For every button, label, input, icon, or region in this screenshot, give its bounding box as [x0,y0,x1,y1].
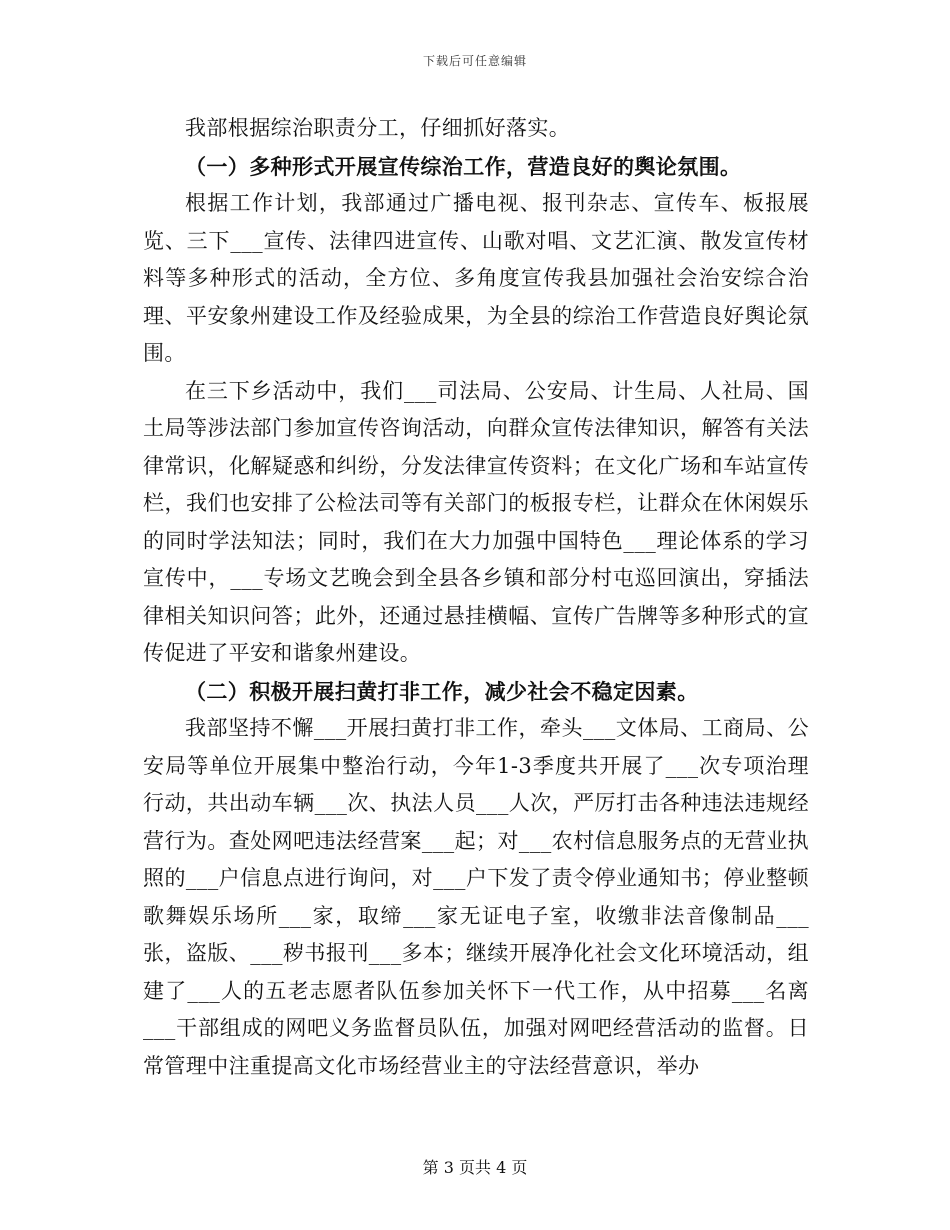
page-header: 下载后可任意编辑 [422,54,527,68]
paragraph-intro: 我部根据综治职责分工，仔细抓好落实。 [185,116,571,140]
section-heading-2: （二）积极开展扫黄打非工作，减少社会不稳定因素。 [185,678,699,704]
paragraph-three-rural: 在三下乡活动中，我们___司法局、公安局、计生局、人社局、国土局等涉法部门参加宣传咨询活动，向群众宣传法律知识，解答有关法律常识，化解疑惑和纠纷，分发法律宣传资料；在文化广场和车站宣传栏，我们也安排了公检法司等有关部门的板报专栏，让群众在休闲娱乐的同时学法知法；同时，我们在大力加强中国特色___理论体系的学习宣传中，___专场文艺晚会到全县各乡镇和部分村屯巡回演出，穿插法律相关知识问答；此外，还通过悬挂横幅、宣传广告牌等多种形式的宣传促进了平安和谐象州建设。 [143,378,809,665]
paragraph-publicity: 根据工作计划，我部通过广播电视、报刊杂志、宣传车、板报展览、三下___宣传、法律四进宣传、山歌对唱、文艺汇演、散发宣传材料等多种形式的活动，全方位、多角度宣传我县加强社会治安综合治理、平安象州建设工作及经验成果，为全县的综治工作营造良好舆论氛围。 [143,191,809,365]
section-heading-1: （一）多种形式开展宣传综治工作，营造良好的舆论氛围。 [185,153,742,179]
document-body [143,110,809,1085]
page-number: 第 3 页共 4 页 [422,1158,528,1177]
paragraph-anti-pornography: 我部坚持不懈___开展扫黄打非工作，牵头___文体局、工商局、公安局等单位开展集中整治行动，今年1-3季度共开展了___次专项治理行动，共出动车辆___次、执法人员___人次，严厉打击各种违法违规经营行为。查处网吧违法经营案___起；对___农村信息服务点的无营业执照的___户信息点进行询问，对___户下发了责令停业通知书；停业整顿歌舞娱乐场所___家，取缔___家无证电子室，收缴非法音像制品___张，盗版、___秽书报刊___多本；继续开展净化社会文化环境活动，组建了___人的五老志愿者队伍参加关怀下一代工作，从中招募___名离___干部组成的网吧义务监督员队伍，加强对网吧经营活动的监督。日常管理中注重提高文化市场经营业主的守法经营意识，举办 [143,716,809,1078]
